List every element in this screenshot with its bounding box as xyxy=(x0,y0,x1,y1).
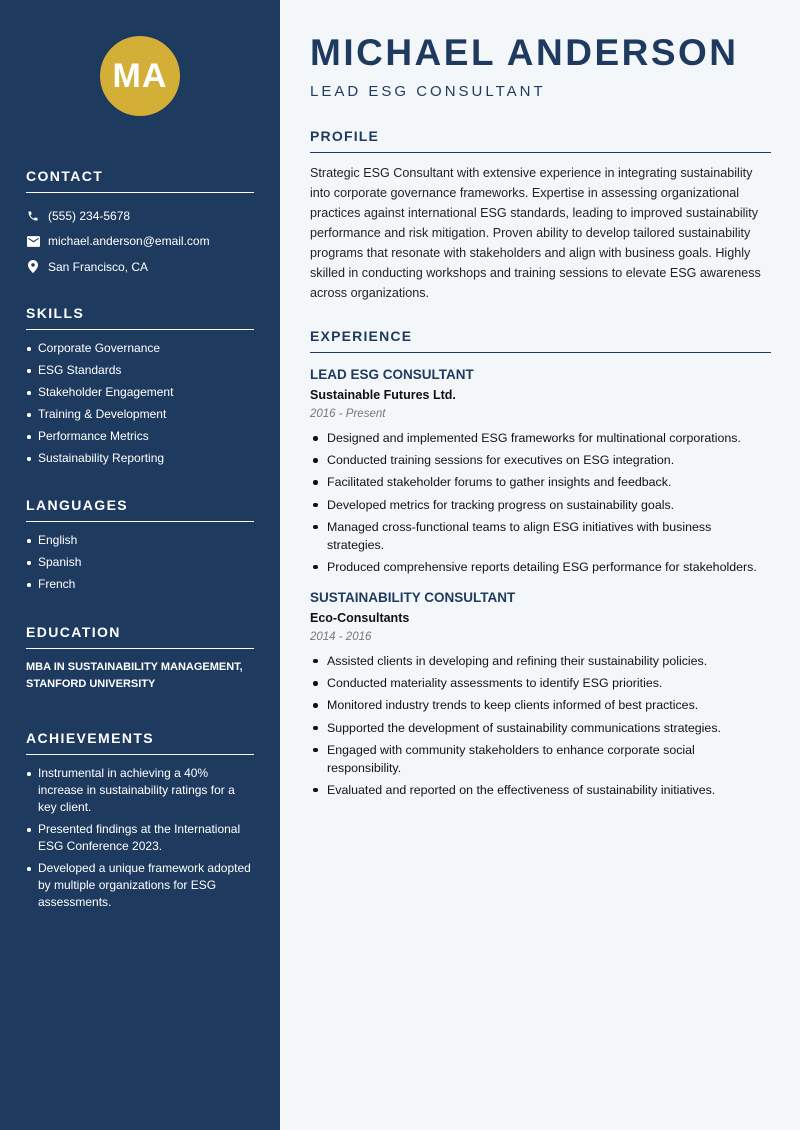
achievements-section xyxy=(26,730,254,916)
job-role: SUSTAINABILITY CONSULTANT xyxy=(310,589,516,605)
job-entry xyxy=(310,590,771,799)
job-bullet: Supported the development of sustainability communications strategies. xyxy=(310,719,771,737)
contact-section xyxy=(26,168,254,280)
skill-item: Sustainability Reporting xyxy=(26,450,254,467)
achievements-title: ACHIEVEMENTS xyxy=(26,730,254,755)
skills-list xyxy=(26,340,254,467)
education-title: EDUCATION xyxy=(26,624,254,649)
phone-icon xyxy=(26,209,40,223)
job-bullet: Managed cross-functional teams to align ESG initiatives with business strategies. xyxy=(310,518,771,554)
avatar-initials: MA xyxy=(112,56,168,95)
achievement-item: Instrumental in achieving a 40% increase in sustainability ratings for a key client. xyxy=(26,765,254,816)
job-bullet: Monitored industry trends to keep clients informed of best practices. xyxy=(310,696,771,714)
job-bullet: Developed metrics for tracking progress on sustainability goals. xyxy=(310,496,771,514)
contact-title: CONTACT xyxy=(26,168,254,193)
skill-item: ESG Standards xyxy=(26,362,254,379)
job-bullet: Engaged with community stakeholders to enhance corporate social responsibility. xyxy=(310,741,771,777)
job-dates: 2014 - 2016 xyxy=(310,630,372,643)
sidebar xyxy=(0,0,280,1130)
job-bullet: Designed and implemented ESG frameworks for multinational corporations. xyxy=(310,429,771,447)
skills-section xyxy=(26,305,254,472)
languages-list xyxy=(26,532,254,593)
education-section xyxy=(26,624,254,693)
job-bullets xyxy=(310,652,771,799)
experience-title: EXPERIENCE xyxy=(310,328,771,353)
email-text[interactable]: michael.anderson@email.com xyxy=(48,234,210,249)
job-bullet: Conducted materiality assessments to identify ESG priorities. xyxy=(310,674,771,692)
job-bullet: Assisted clients in developing and refining their sustainability policies. xyxy=(310,652,771,670)
achievement-item: Presented findings at the International ESG Conference 2023. xyxy=(26,821,254,855)
job-bullets xyxy=(310,429,771,576)
job-company: Eco-Consultants xyxy=(310,610,410,625)
avatar xyxy=(100,36,180,116)
experience-section xyxy=(310,328,771,803)
language-item: French xyxy=(26,576,254,593)
profile-title: PROFILE xyxy=(310,128,771,153)
candidate-title: LEAD ESG CONSULTANT xyxy=(310,83,546,100)
location-pin-icon xyxy=(26,260,40,274)
candidate-name: MICHAEL ANDERSON xyxy=(310,32,739,73)
job-entry xyxy=(310,367,771,576)
achievement-item: Developed a unique framework adopted by multiple organizations for ESG assessments. xyxy=(26,860,254,911)
profile-section xyxy=(310,128,771,303)
achievements-list xyxy=(26,765,254,911)
email-icon xyxy=(26,234,40,248)
profile-text: Strategic ESG Consultant with extensive experience in integrating sustainability into corporate governance frameworks. Expertise in assessing organizational practices against international ESG standards, leading to improved sustainability performance and risk mitigation. Proven ability to develop tailored sustainability programs that resonate with stakeholders and align with business goals. Highly skilled in conducting workshops and training sessions to elevate ESG awareness across organizations. xyxy=(310,166,761,300)
main-content xyxy=(280,0,800,1130)
job-role: LEAD ESG CONSULTANT xyxy=(310,367,474,382)
language-item: English xyxy=(26,532,254,549)
contact-phone xyxy=(26,203,254,229)
job-bullet: Evaluated and reported on the effectiveness of sustainability initiatives. xyxy=(310,781,771,799)
languages-title: LANGUAGES xyxy=(26,497,254,522)
job-bullet: Produced comprehensive reports detailing ESG performance for stakeholders. xyxy=(310,558,771,576)
phone-text[interactable]: (555) 234-5678 xyxy=(48,208,131,223)
contact-email xyxy=(26,229,254,255)
location-text: San Francisco, CA xyxy=(48,259,149,274)
languages-section xyxy=(26,497,254,598)
job-bullet: Conducted training sessions for executives on ESG integration. xyxy=(310,451,771,469)
skill-item: Performance Metrics xyxy=(26,428,254,445)
job-bullet: Facilitated stakeholder forums to gather insights and feedback. xyxy=(310,473,771,491)
education-degree: MBA IN SUSTAINABILITY MANAGEMENT, STANFORD UNIVERSITY xyxy=(26,661,243,690)
job-dates: 2016 - Present xyxy=(310,408,386,420)
skills-title: SKILLS xyxy=(26,305,254,330)
skill-item: Corporate Governance xyxy=(26,340,254,357)
skill-item: Training & Development xyxy=(26,406,254,423)
contact-location xyxy=(26,254,254,280)
language-item: Spanish xyxy=(26,554,254,571)
skill-item: Stakeholder Engagement xyxy=(26,384,254,401)
job-company: Sustainable Futures Ltd. xyxy=(310,388,456,402)
